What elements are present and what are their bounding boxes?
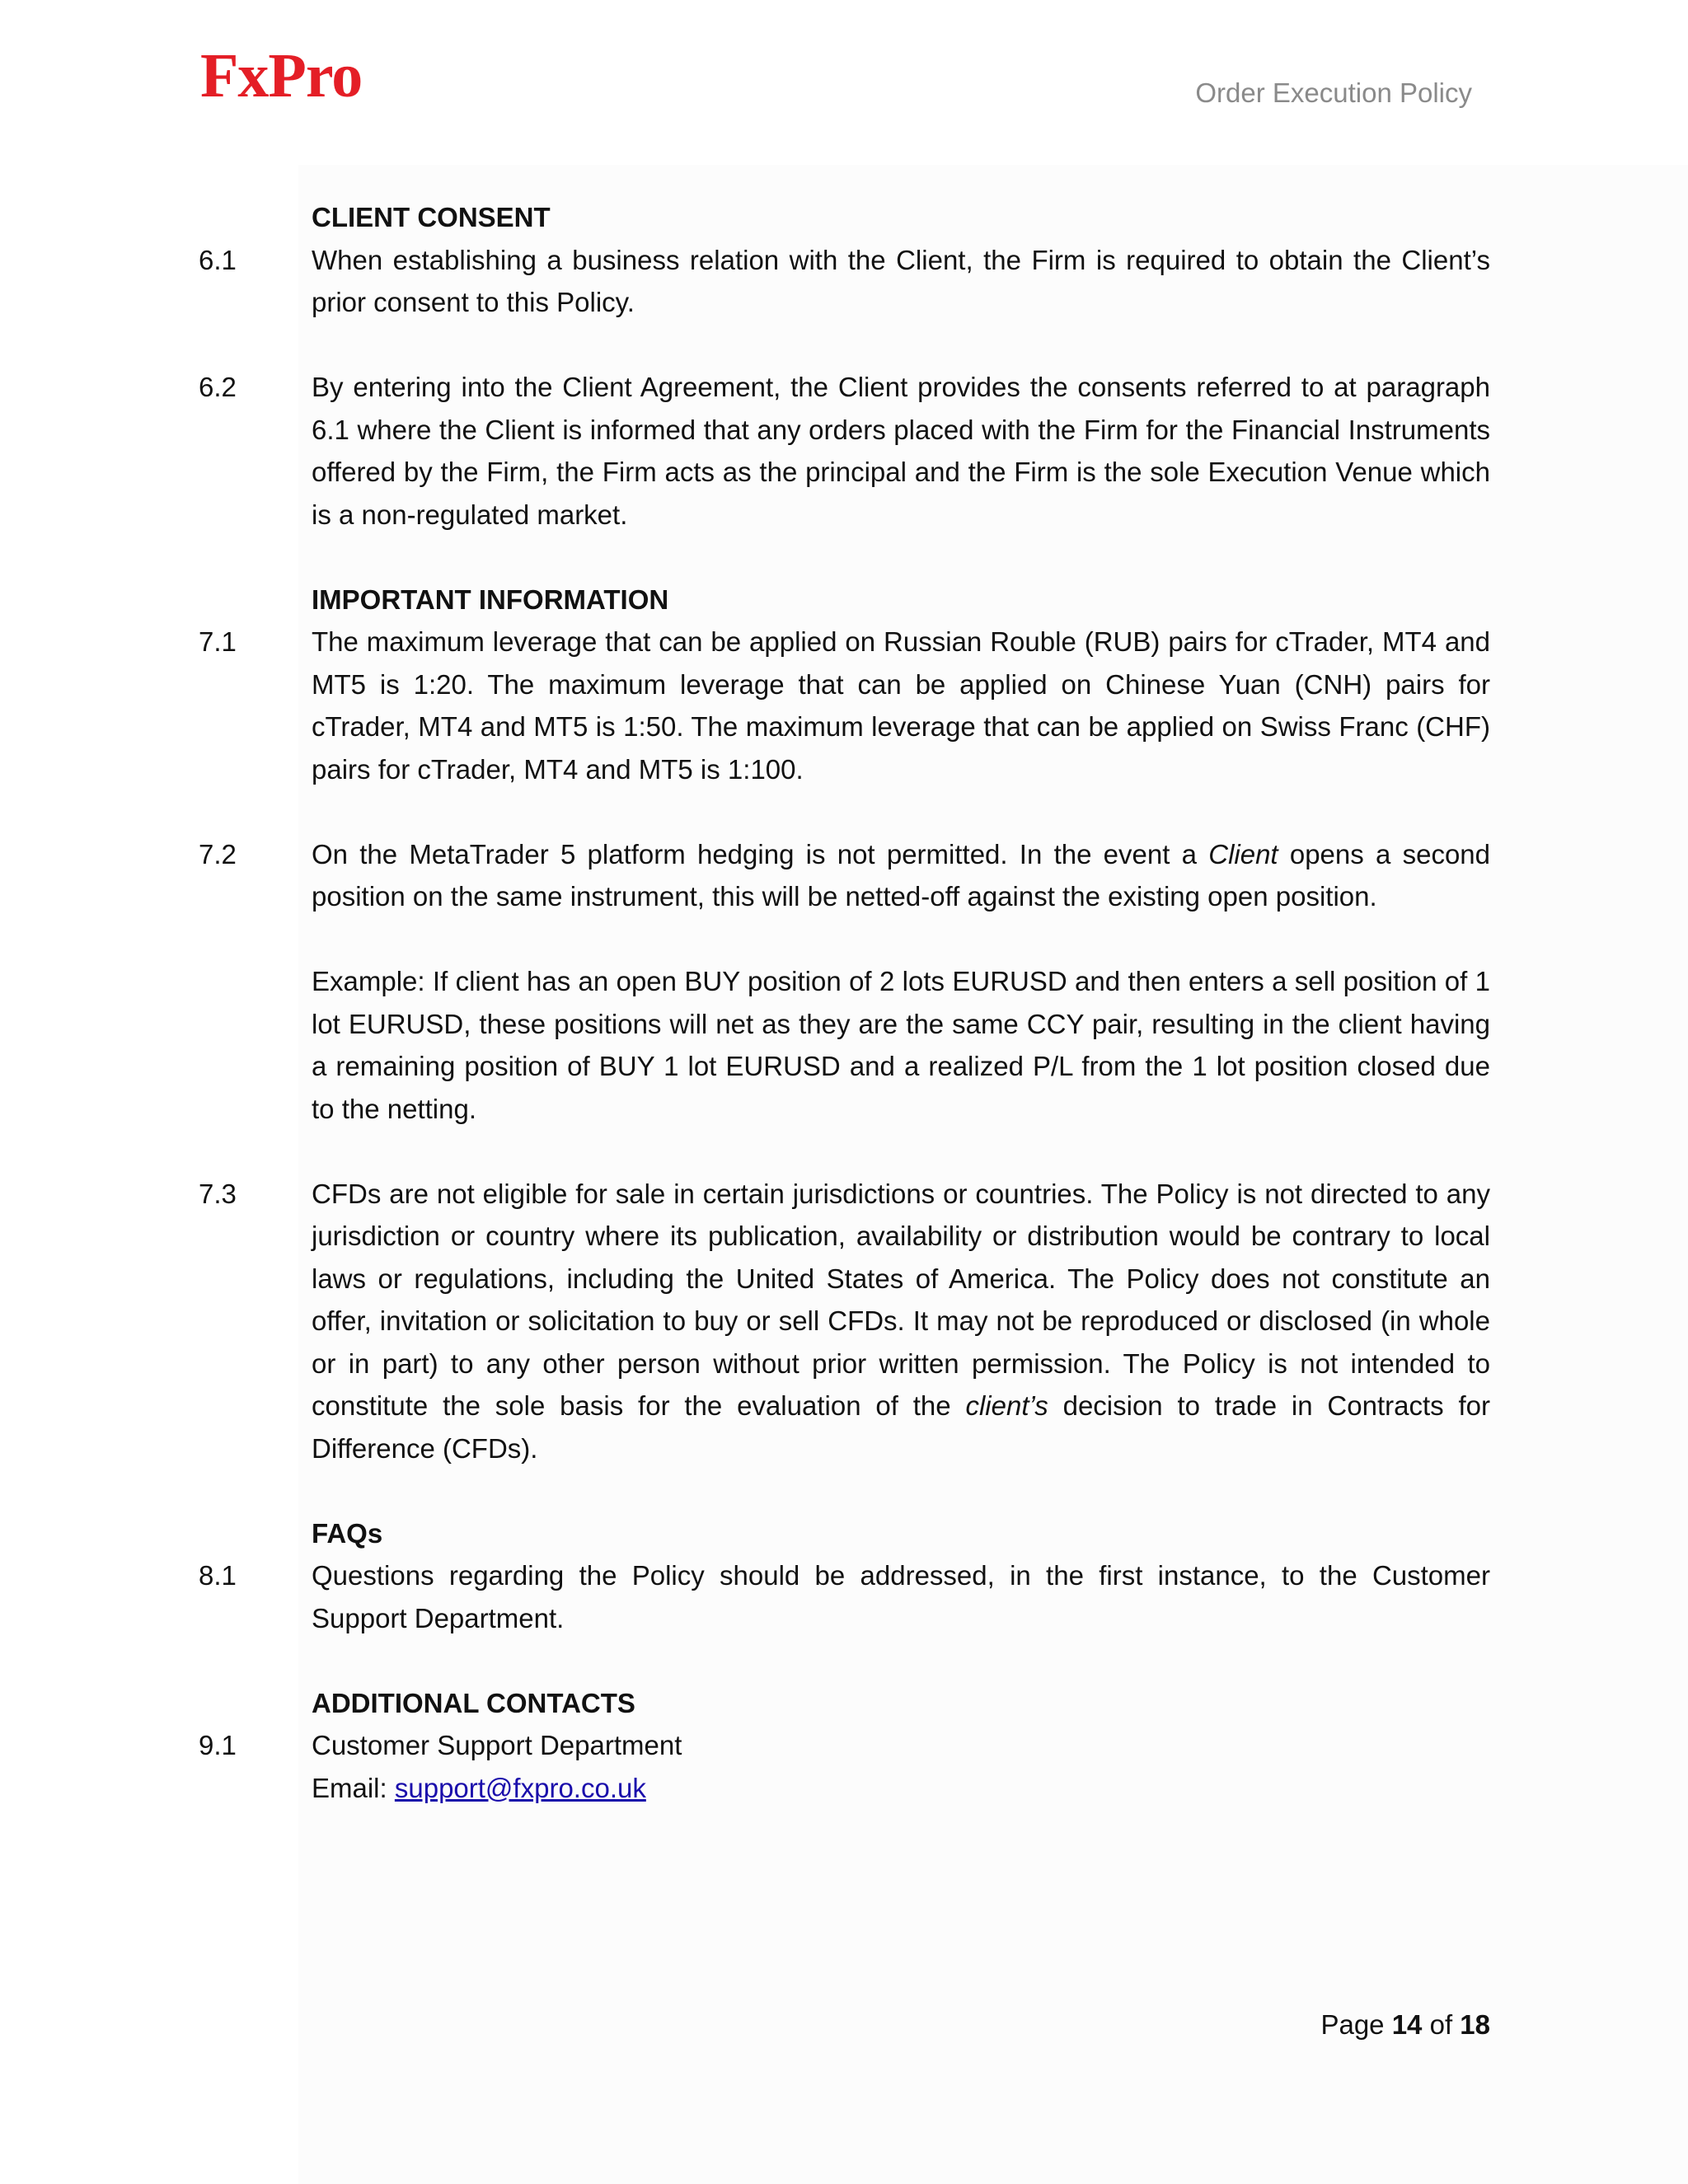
of-label: of	[1422, 2009, 1461, 2040]
paragraph-text: The maximum leverage that can be applied on Russian Rouble (RUB) pairs for cTrader, MT4 and MT5 is 1:20. The maximum leverage that can be applied on Chinese Yuan (CNH) pairs for cTrader, MT4 and MT5 is 1:50. The maximum leverage that can be applied on Swiss Franc (CHF) pairs for cTrader, MT4 and MT5 is 1:100.	[312, 626, 1490, 785]
paragraph-7-1	[0, 621, 1688, 790]
page-label: Page	[1320, 2009, 1392, 2040]
paragraph-number: 6.2	[199, 372, 237, 402]
text-run: On the MetaTrader 5 platform hedging is not permitted. In the event a	[312, 838, 1209, 869]
paragraph-8-1	[0, 1554, 1688, 1639]
paragraph-number: 6.1	[199, 244, 237, 275]
paragraph-number: 7.2	[199, 838, 237, 869]
paragraph-text	[312, 1173, 1490, 1470]
text-run: opens a second position on the same instrument, this will be netted-off against the existing open position.	[312, 838, 1490, 912]
paragraph-6-2	[0, 366, 1688, 536]
document-title: Order Execution Policy	[1195, 77, 1472, 108]
paragraph-7-2-example	[0, 960, 1688, 1130]
paragraph-7-3	[0, 1173, 1688, 1470]
document-body	[0, 196, 1688, 1809]
current-page: 14	[1391, 2009, 1423, 2040]
paragraph-number: 7.1	[199, 626, 237, 657]
paragraph-text: By entering into the Client Agreement, the Client provides the consents referred to at paragraph 6.1 where the Client is informed that any orders placed with the Firm for the Financial Instruments offered by the Firm, the Firm acts as the principal and the Firm is the sole Execution Venue which is a non-regulated market.	[312, 372, 1490, 530]
paragraph-text: When establishing a business relation with the Client, the Firm is required to obtain the Client’s prior consent to this Policy.	[312, 244, 1490, 317]
contact-email-line	[312, 1767, 1490, 1810]
text-run: CFDs are not eligible for sale in certain jurisdictions or countries. The Policy is not directed to any jurisdiction or country where its publication, availability or distribution would be contrary to local laws or regulations, including the United States of America. The Policy does not constitute an offer, invitation or solicitation to buy or sell CFDs. It may not be reproduced or disclosed (in whole or in part) to any other person without prior written permission. The Policy is not intended to constitute the sole basis for the evaluation of the	[312, 1178, 1490, 1421]
email-label: Email:	[312, 1772, 395, 1803]
support-email-link[interactable]: support@fxpro.co.uk	[394, 1772, 646, 1803]
section-heading-additional-contacts: ADDITIONAL CONTACTS	[312, 1687, 635, 1718]
page-number	[1320, 2011, 1490, 2038]
fxpro-logo: FxPro	[200, 41, 363, 110]
paragraph-text: Questions regarding the Policy should be addressed, in the first instance, to the Customer Support Department.	[312, 1560, 1490, 1633]
paragraph-text	[312, 833, 1490, 918]
paragraph-6-1	[0, 239, 1688, 324]
example-text: Example: If client has an open BUY position of 2 lots EURUSD and then enters a sell position of 1 lot EURUSD, these positions will net as they are the same CCY pair, resulting in the client having a remaining position of BUY 1 lot EURUSD and a realized P/L from the 1 lot position closed due to the netting.	[312, 966, 1490, 1124]
paragraph-number: 7.3	[199, 1178, 237, 1209]
total-pages: 18	[1460, 2009, 1490, 2040]
text-run: decision to trade in Contracts for Difference (CFDs).	[312, 1390, 1490, 1464]
section-heading-faqs: FAQs	[312, 1517, 383, 1549]
paragraph-number: 8.1	[199, 1560, 237, 1591]
paragraph-number: 9.1	[199, 1730, 237, 1760]
paragraph-9-1	[0, 1724, 1688, 1809]
contact-department: Customer Support Department	[312, 1730, 682, 1760]
italic-term: client’s	[965, 1390, 1048, 1421]
italic-term: Client	[1208, 838, 1278, 869]
paragraph-7-2	[0, 833, 1688, 918]
section-heading-client-consent: CLIENT CONSENT	[312, 202, 551, 232]
section-heading-important-information: IMPORTANT INFORMATION	[312, 583, 669, 615]
